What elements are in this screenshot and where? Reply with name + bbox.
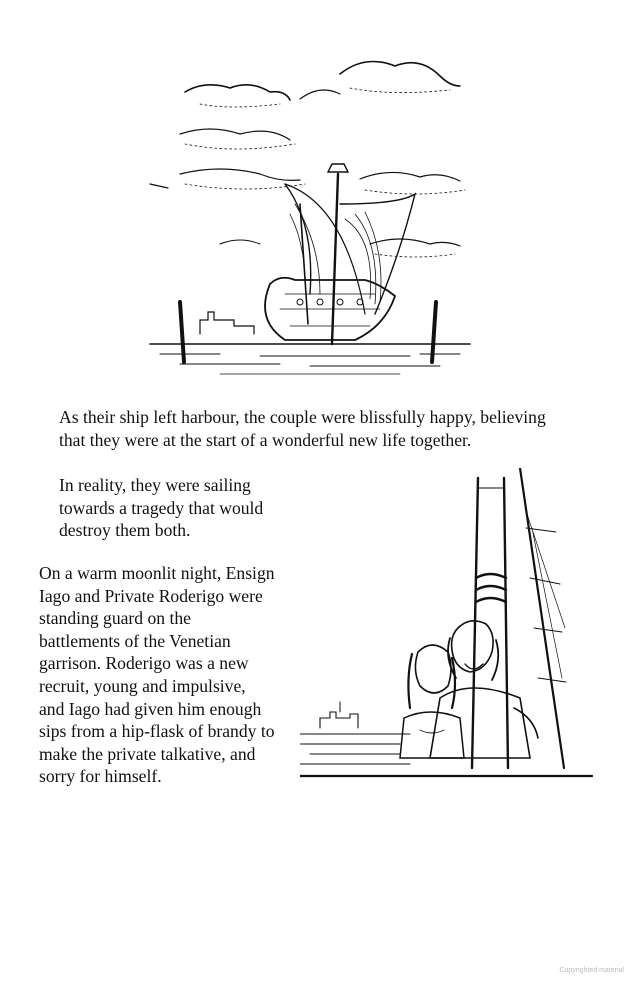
text-line: garrison. Roderigo was a new [39, 653, 249, 674]
text-line: recruit, young and impulsive, [39, 675, 246, 696]
ship-illustration [140, 44, 480, 384]
story-paragraph [39, 406, 599, 451]
text-line: destroy them both. [59, 520, 191, 541]
story-paragraph [39, 474, 289, 542]
text-line: On a warm moonlit night, Ensign [39, 563, 275, 583]
text-line: that they were at the start of a wonderful new life together. [59, 429, 472, 450]
story-paragraph [39, 562, 304, 788]
text-line: and Iago had given him enough [39, 698, 262, 719]
text-line: standing guard on the [39, 608, 191, 629]
text-line: sorry for himself. [39, 766, 162, 787]
text-line: sips from a hip-flask of brandy to [39, 721, 275, 742]
text-line: make the private talkative, and [39, 743, 256, 764]
text-line: Iago and Private Roderigo were [39, 585, 263, 606]
text-line: As their ship left harbour, the couple were blissfully happy, believing [59, 407, 546, 427]
couple-on-battlements-illustration [300, 468, 600, 788]
text-line: battlements of the Venetian [39, 630, 231, 651]
text-line: In reality, they were sailing [59, 475, 251, 495]
text-line: towards a tragedy that would [59, 497, 264, 518]
copyright-watermark: Copyrighted material [559, 967, 624, 974]
